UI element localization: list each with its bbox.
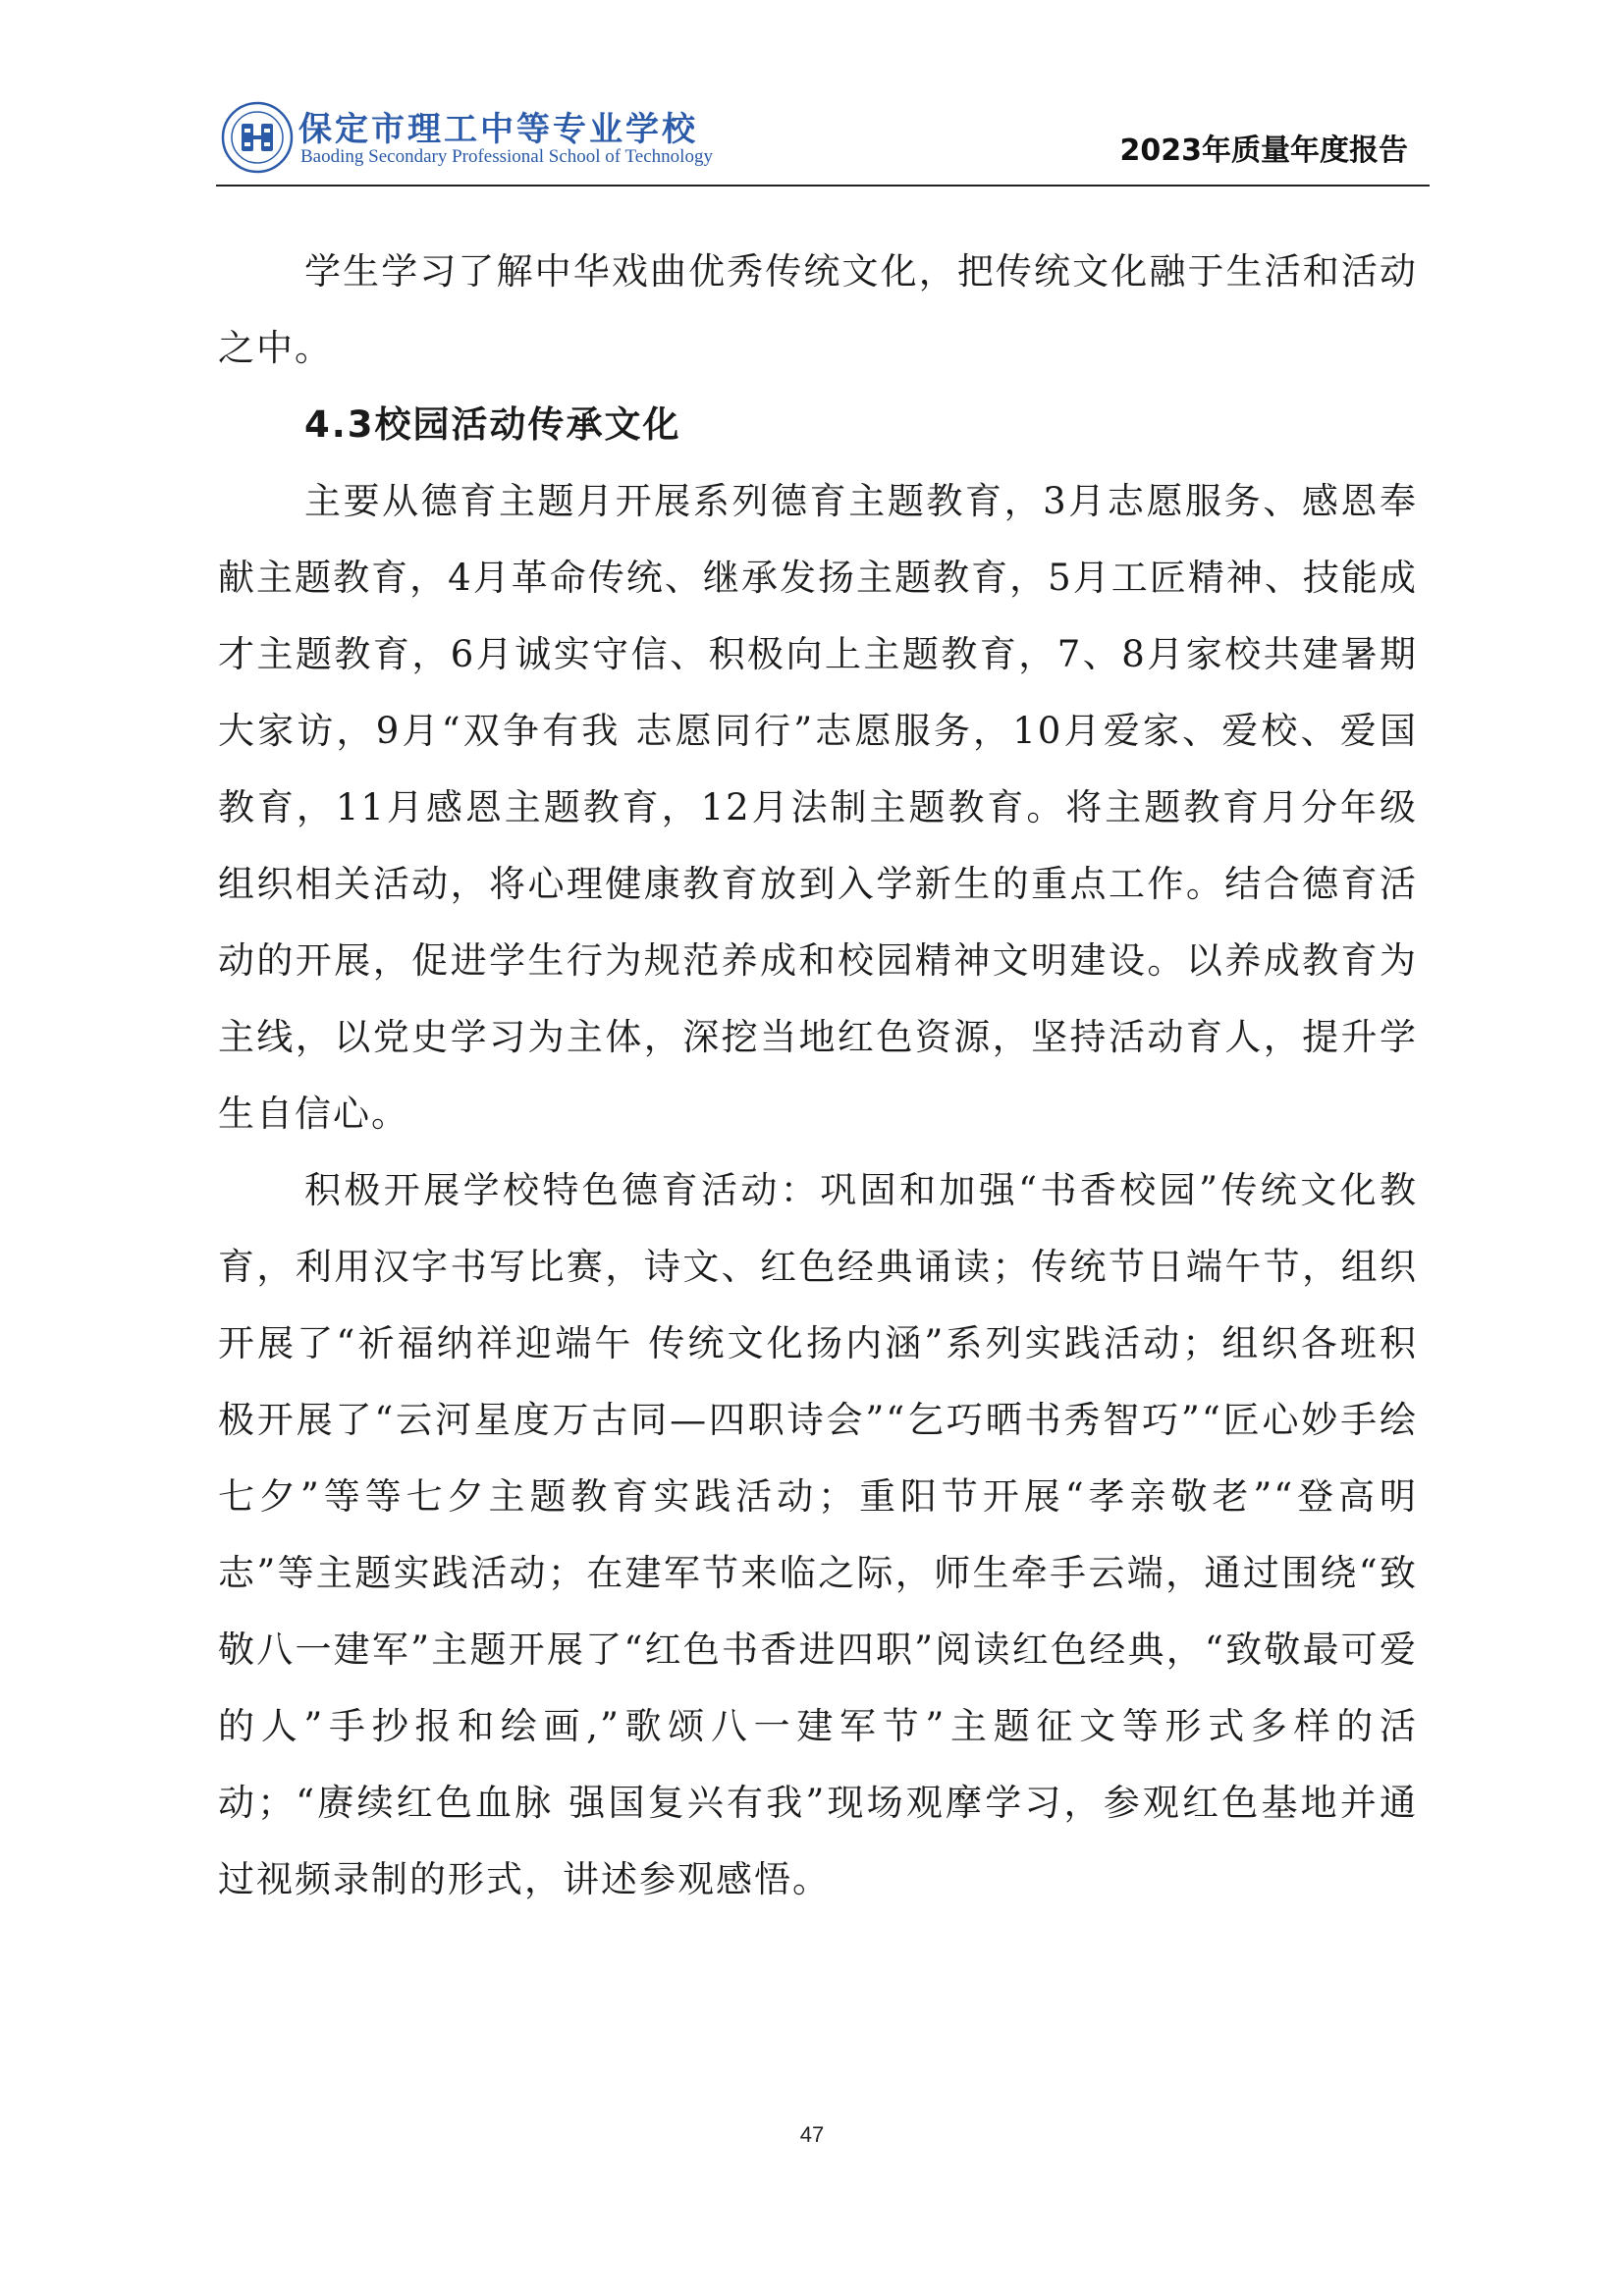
header-divider <box>216 185 1430 187</box>
body-paragraph: 主要从德育主题月开展系列德育主题教育，3月志愿服务、感恩奉献主题教育，4月革命传统、继承发扬主题教育，5月工匠精神、技能成才主题教育，6月诚实守信、积极向上主题教育，7、8月家校共建暑期大家访，9月“双争有我 志愿同行”志愿服务，10月爱家、爱校、爱国教育，11月感恩主题教育，12月法制主题教育。将主题教育月分年级组织相关活动，将心理健康教育放到入学新生的重点工作。结合德育活动的开展，促进学生行为规范养成和校园精神文明建设。以养成教育为主线，以党史学习为主体，深挖当地红色资源，坚持活动育人，提升学生自信心。 <box>218 480 1418 1135</box>
section-heading: 4.3校园活动传承文化 <box>304 403 681 446</box>
school-seal-icon <box>220 100 295 175</box>
body-paragraph: 学生学习了解中华戏曲优秀传统文化，把传统文化融于生活和活动之中。 <box>218 250 1418 369</box>
page-number: 47 <box>799 2122 825 2147</box>
page-header <box>216 90 1422 185</box>
page-content <box>218 234 1418 1918</box>
school-name-cn: 保定市理工中等专业学校 <box>298 110 698 149</box>
school-name-en: Baoding Secondary Professional School of Technology <box>300 146 713 167</box>
report-title: 2023年质量年度报告 <box>1119 133 1408 168</box>
body-paragraph: 积极开展学校特色德育活动：巩固和加强“书香校园”传统文化教育，利用汉字书写比赛，诗文、红色经典诵读；传统节日端午节，组织开展了“祈福纳祥迎端午 传统文化扬内涵”系列实践活动；组织各班积极开展了“云河星度万古同—四职诗会”“乞巧晒书秀智巧”“匠心妙手绘七夕”等等七夕主题教育实践活动；重阳节开展“孝亲敬老”“登高明志”等主题实践活动；在建军节来临之际，师生牵手云端，通过围绕“致敬八一建军”主题开展了“红色书香进四职”阅读红色经典，“致敬最可爱的人”手抄报和绘画,”歌颂八一建军节”主题征文等形式多样的活动；“赓续红色血脉 强国复兴有我”现场观摩学习，参观红色基地并通过视频录制的形式，讲述参观感悟。 <box>218 1169 1418 1900</box>
